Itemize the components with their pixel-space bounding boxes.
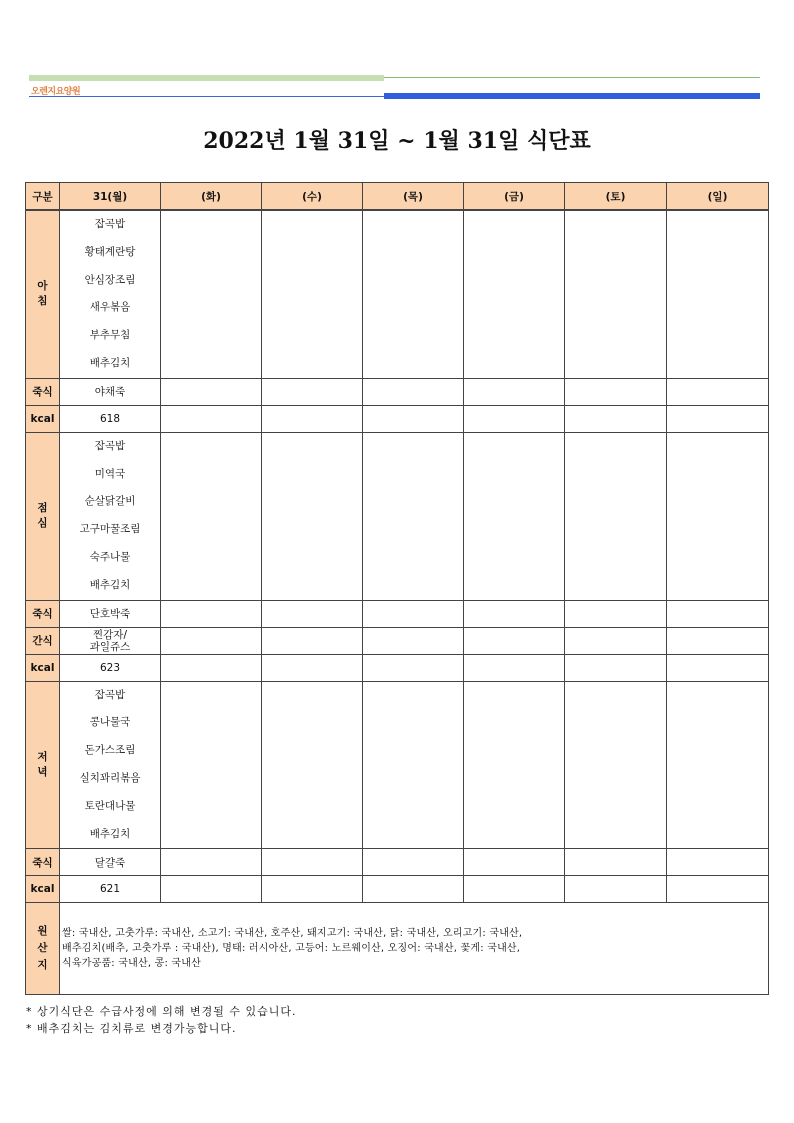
footnote-2: * 배추김치는 김치류로 변경가능합니다. [26,1022,237,1035]
empty-cell [667,627,769,654]
lunch-snack-row [26,627,769,654]
empty-cell [262,849,363,876]
empty-cell [565,378,667,405]
empty-cell [161,681,262,849]
menu-item: 잡곡밥 [94,688,126,701]
lunch-label: 점 심 [26,432,60,600]
breakfast-kcal-row [26,405,769,432]
col-header-fri: (금) [464,183,565,211]
porridge-label: 죽식 [26,600,60,627]
header-row [26,183,769,211]
empty-cell [667,876,769,903]
menu-item: 실치꽈리볶음 [79,771,141,784]
empty-cell [464,681,565,849]
menu-item: 부추무침 [89,329,131,342]
empty-cell [667,681,769,849]
dinner-label: 저 녁 [26,681,60,849]
empty-cell [464,210,565,378]
col-header-category: 구분 [26,183,60,211]
menu-item: 배추김치 [89,827,131,840]
kcal-label: kcal [26,876,60,903]
porridge-label: 죽식 [26,849,60,876]
header-green-line [384,77,760,78]
empty-cell [464,849,565,876]
empty-cell [565,600,667,627]
empty-cell [262,876,363,903]
lunch-porridge-value: 단호박죽 [60,600,161,627]
lunch-kcal-row [26,654,769,681]
origin-label: 원 산 지 [26,903,60,995]
empty-cell [161,627,262,654]
empty-cell [363,654,464,681]
empty-cell [667,654,769,681]
empty-cell [262,600,363,627]
snack-label: 간식 [26,627,60,654]
menu-item: 잡곡밥 [94,218,126,230]
page-title: 2022년 1월 31일 ~ 1월 31일 식단표 [203,128,591,154]
empty-cell [363,432,464,600]
dinner-porridge-value: 달걀죽 [60,849,161,876]
empty-cell [161,876,262,903]
porridge-label: 죽식 [26,378,60,405]
origin-text [60,903,769,995]
menu-item: 안심장조림 [84,273,136,286]
menu-item: 토란대나물 [84,799,136,812]
menu-item: 미역국 [94,467,126,480]
breakfast-kcal-value: 618 [60,405,161,432]
empty-cell [262,210,363,378]
kcal-label: kcal [26,654,60,681]
empty-cell [161,405,262,432]
empty-cell [464,627,565,654]
empty-cell [464,654,565,681]
empty-cell [464,378,565,405]
dinner-porridge-row [26,849,769,876]
empty-cell [667,849,769,876]
empty-cell [565,432,667,600]
menu-item: 돈가스조림 [84,744,136,757]
menu-item: 새우볶음 [89,301,131,314]
header-blue-line [29,96,384,97]
breakfast-porridge-value: 야채죽 [60,378,161,405]
col-header-sun: (일) [667,183,769,211]
origin-line-1: 쌀: 국내산, 고춧가루: 국내산, 소고기: 국내산, 호주산, 돼지고기: 국내산, 닭: 국내산, 오리고기: 국내산, [62,928,523,940]
menu-item: 고구마꿀조림 [79,523,141,536]
empty-cell [161,378,262,405]
origin-line-2: 배추김치(배추, 고춧가루 : 국내산), 명태: 러시아산, 고등어: 노르웨이산, 오징어: 국내산, 꽃게: 국내산, [62,943,521,955]
empty-cell [667,378,769,405]
empty-cell [262,432,363,600]
empty-cell [565,681,667,849]
empty-cell [565,849,667,876]
origin-row [26,903,769,995]
lunch-mon-cell [60,432,161,600]
breakfast-row [26,210,769,378]
header-blue-bar [384,93,760,99]
empty-cell [363,876,464,903]
empty-cell [464,432,565,600]
footnotes [26,1003,297,1037]
empty-cell [667,405,769,432]
col-header-sat: (토) [565,183,667,211]
empty-cell [363,405,464,432]
brand-logo-text: 오렌지요양원 [31,87,81,97]
dinner-kcal-row [26,876,769,903]
empty-cell [667,210,769,378]
breakfast-label: 아 침 [26,210,60,378]
lunch-snack-value [60,627,161,654]
empty-cell [464,876,565,903]
empty-cell [363,600,464,627]
empty-cell [565,627,667,654]
empty-cell [262,627,363,654]
kcal-label: kcal [26,405,60,432]
empty-cell [262,378,363,405]
empty-cell [363,627,464,654]
col-header-tue: (화) [161,183,262,211]
empty-cell [262,654,363,681]
snack-line-1: 찐감자/ [93,628,127,641]
empty-cell [363,849,464,876]
empty-cell [262,405,363,432]
footnote-1: * 상기식단은 수급사정에 의해 변경될 수 있습니다. [26,1005,297,1018]
menu-item: 황태계란탕 [84,245,136,258]
lunch-porridge-row [26,600,769,627]
empty-cell [161,210,262,378]
menu-item: 순살닭갈비 [84,495,136,508]
empty-cell [161,849,262,876]
empty-cell [667,600,769,627]
col-header-thu: (목) [363,183,464,211]
origin-line-3: 식육가공품: 국내산, 콩: 국내산 [62,958,201,970]
lunch-kcal-value: 623 [60,654,161,681]
dinner-mon-cell [60,681,161,849]
empty-cell [161,654,262,681]
col-header-mon: 31(월) [60,183,161,211]
empty-cell [262,681,363,849]
breakfast-mon-cell [60,210,161,378]
dinner-kcal-value: 621 [60,876,161,903]
empty-cell [161,600,262,627]
empty-cell [667,432,769,600]
menu-item: 배추김치 [89,356,131,369]
menu-item: 배추김치 [89,578,131,591]
menu-item: 잡곡밥 [94,439,126,452]
empty-cell [161,432,262,600]
header-green-bar [29,75,384,81]
empty-cell [363,681,464,849]
snack-line-2: 과일쥬스 [89,640,131,653]
empty-cell [464,405,565,432]
dinner-row [26,681,769,849]
empty-cell [363,210,464,378]
empty-cell [565,405,667,432]
empty-cell [464,600,565,627]
menu-item: 콩나물국 [89,716,131,729]
empty-cell [565,876,667,903]
col-header-wed: (수) [262,183,363,211]
empty-cell [363,378,464,405]
breakfast-porridge-row [26,378,769,405]
meal-plan-table [25,182,769,995]
empty-cell [565,210,667,378]
empty-cell [565,654,667,681]
lunch-row [26,432,769,600]
menu-item: 숙주나물 [89,550,131,563]
